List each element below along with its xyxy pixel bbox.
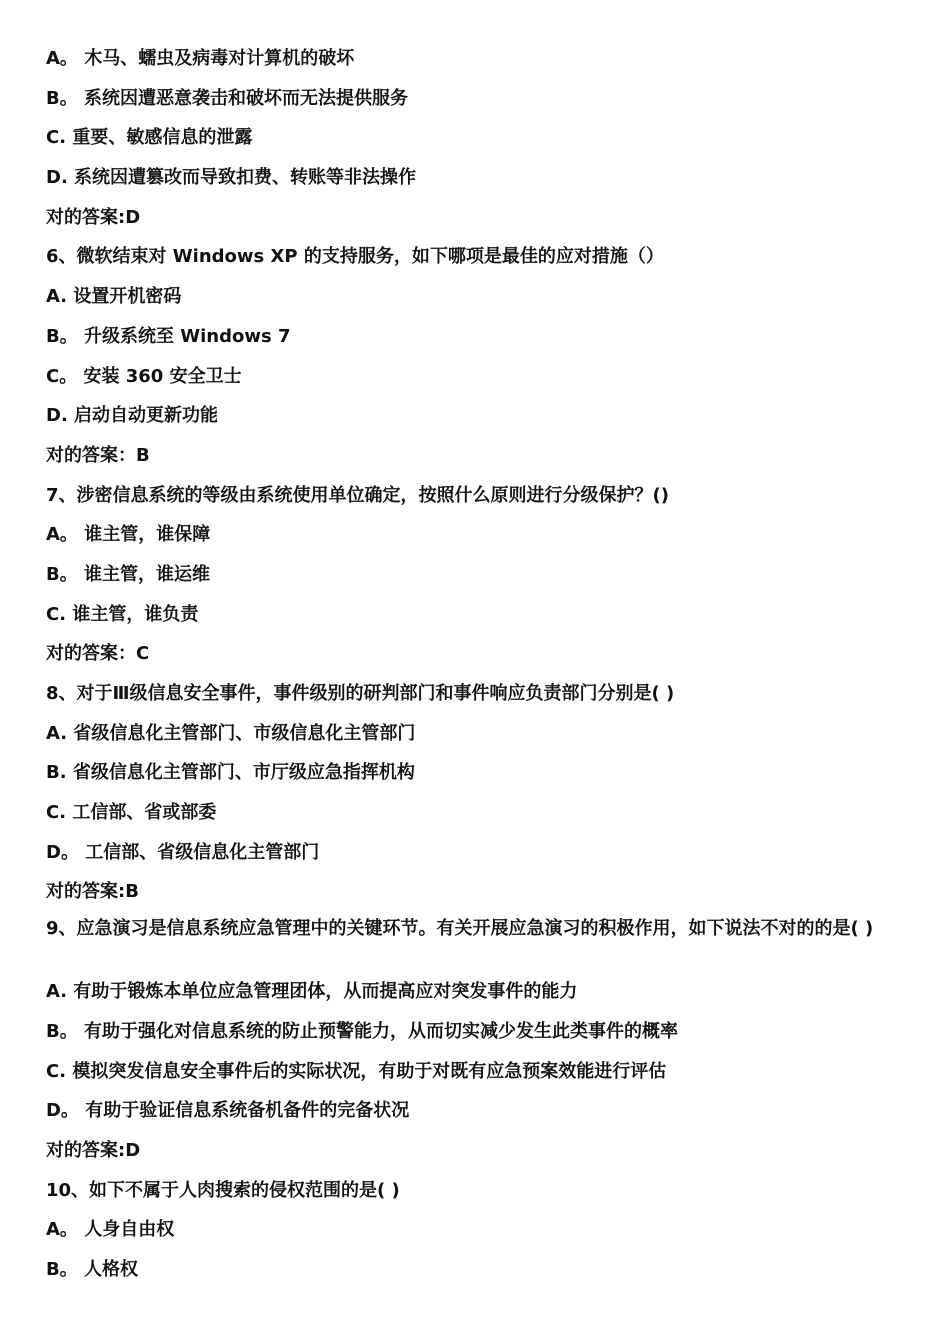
- option-text: D. 启动自动更新功能: [46, 405, 219, 427]
- question-text: 6、微软结束对 Windows XP 的支持服务，如下哪项是最佳的应对措施（）: [46, 246, 664, 268]
- option-text: B. 省级信息化主管部门、市厅级应急指挥机构: [46, 762, 415, 784]
- option-text: C。 安装 360 安全卫士: [46, 365, 242, 387]
- option-text: C. 模拟突发信息安全事件后的实际状况，有助于对既有应急预案效能进行评估: [46, 1060, 667, 1082]
- answer-text: 对的答案：B: [46, 444, 150, 466]
- answer-text: 对的答案:B: [46, 881, 139, 903]
- option-text: B。 升级系统至 Windows 7: [46, 325, 291, 347]
- question-text: 9、应急演习是信息系统应急管理中的关键环节。有关开展应急演习的积极作用，如下说法不对的的是( ): [46, 918, 874, 940]
- option-text: A。 谁主管，谁保障: [46, 524, 211, 546]
- option-text: A. 有助于锻炼本单位应急管理团体，从而提高应对突发事件的能力: [46, 981, 578, 1003]
- option-text: C. 工信部、省或部委: [46, 802, 217, 824]
- answer-text: 对的答案:D: [46, 1139, 141, 1161]
- option-text: A. 设置开机密码: [46, 286, 182, 308]
- option-text: B。 系统因遭恶意袭击和破坏而无法提供服务: [46, 87, 408, 109]
- option-text: D. 系统因遭篡改而导致扣费、转账等非法操作: [46, 167, 417, 189]
- option-text: D。 工信部、省级信息化主管部门: [46, 841, 320, 863]
- question-text: 10、如下不属于人肉搜索的侵权范围的是( ): [46, 1179, 400, 1201]
- document-page: [46, 46, 894, 1297]
- option-text: C. 谁主管，谁负责: [46, 603, 199, 625]
- option-text: A。 人身自由权: [46, 1219, 175, 1241]
- option-text: C. 重要、敏感信息的泄露: [46, 127, 253, 149]
- option-text: D。 有助于验证信息系统备机备件的完备状况: [46, 1100, 410, 1122]
- answer-text: 对的答案:D: [46, 206, 141, 228]
- question-text: 8、对于Ⅲ级信息安全事件，事件级别的研判部门和事件响应负责部门分别是( ): [46, 683, 675, 704]
- question-text: 7、涉密信息系统的等级由系统使用单位确定，按照什么原则进行分级保护？(): [46, 484, 669, 506]
- option-text: B。 有助于强化对信息系统的防止预警能力，从而切实减少发生此类事件的概率: [46, 1020, 678, 1042]
- option-text: A. 省级信息化主管部门、市级信息化主管部门: [46, 722, 416, 744]
- option-text: B。 人格权: [46, 1258, 138, 1280]
- option-text: A。 木马、蠕虫及病毒对计算机的破坏: [46, 48, 355, 69]
- answer-text: 对的答案：C: [46, 643, 150, 665]
- option-text: B。 谁主管，谁运维: [46, 563, 210, 585]
